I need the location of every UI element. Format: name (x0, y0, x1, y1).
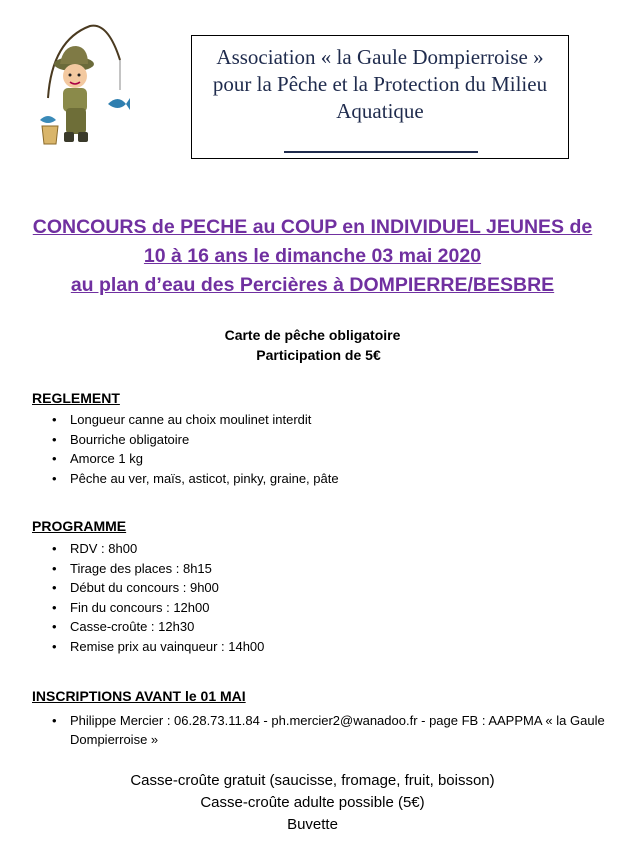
title-line-1: CONCOURS de PECHE au COUP en INDIVIDUEL JEUNES de (32, 216, 593, 238)
list-item: • Casse-croûte : 12h30 (52, 617, 264, 637)
title-line-2: 10 à 16 ans le dimanche 03 mai 2020 (143, 245, 482, 267)
list-item: • Début du concours : 9h00 (52, 578, 264, 598)
programme-heading: PROGRAMME (32, 518, 127, 534)
contact-text: Philippe Mercier : 06.28.73.11.84 - ph.mercier2@wanadoo.fr - page FB : AAPPMA « la Gaule Dompierroise » (70, 713, 605, 747)
contest-title (0, 213, 625, 300)
bullet-icon: • (52, 713, 57, 728)
association-header-box (191, 35, 569, 159)
reglement-heading: REGLEMENT (32, 390, 120, 406)
list-item: • Amorce 1 kg (52, 449, 339, 469)
list-item: • Longueur canne au choix moulinet interdit (52, 410, 339, 430)
inscriptions-heading: INSCRIPTIONS AVANT le 01 MAI (32, 688, 246, 704)
footer-line-3: Buvette (287, 816, 338, 833)
footer-line-1: Casse-croûte gratuit (saucisse, fromage, fruit, boisson) (130, 772, 495, 789)
participation-fee: Participation de 5€ (256, 347, 381, 363)
list-item: • Tirage des places : 8h15 (52, 559, 264, 579)
list-item: • Remise prix au vainqueur : 14h00 (52, 637, 264, 657)
title-line-3: au plan d’eau des Percières à DOMPIERRE/BESBRE (70, 274, 555, 296)
fishing-license-note: Carte de pêche obligatoire (224, 327, 401, 343)
list-item: • Bourriche obligatoire (52, 430, 339, 450)
contact-item (52, 711, 612, 749)
footer-notes (0, 770, 625, 836)
list-item: • Fin du concours : 12h00 (52, 598, 264, 618)
header-underline (284, 151, 478, 153)
programme-list (52, 539, 264, 656)
list-item: • Pêche au ver, maïs, asticot, pinky, graine, pâte (52, 469, 339, 489)
association-name: Association « la Gaule Dompierroise » pour la Pêche et la Protection du Milieu Aquatique (212, 45, 548, 123)
reglement-list (52, 410, 339, 488)
list-item: • RDV : 8h00 (52, 539, 264, 559)
footer-line-2: Casse-croûte adulte possible (5€) (200, 794, 425, 811)
fisherman-child-logo (30, 20, 130, 150)
